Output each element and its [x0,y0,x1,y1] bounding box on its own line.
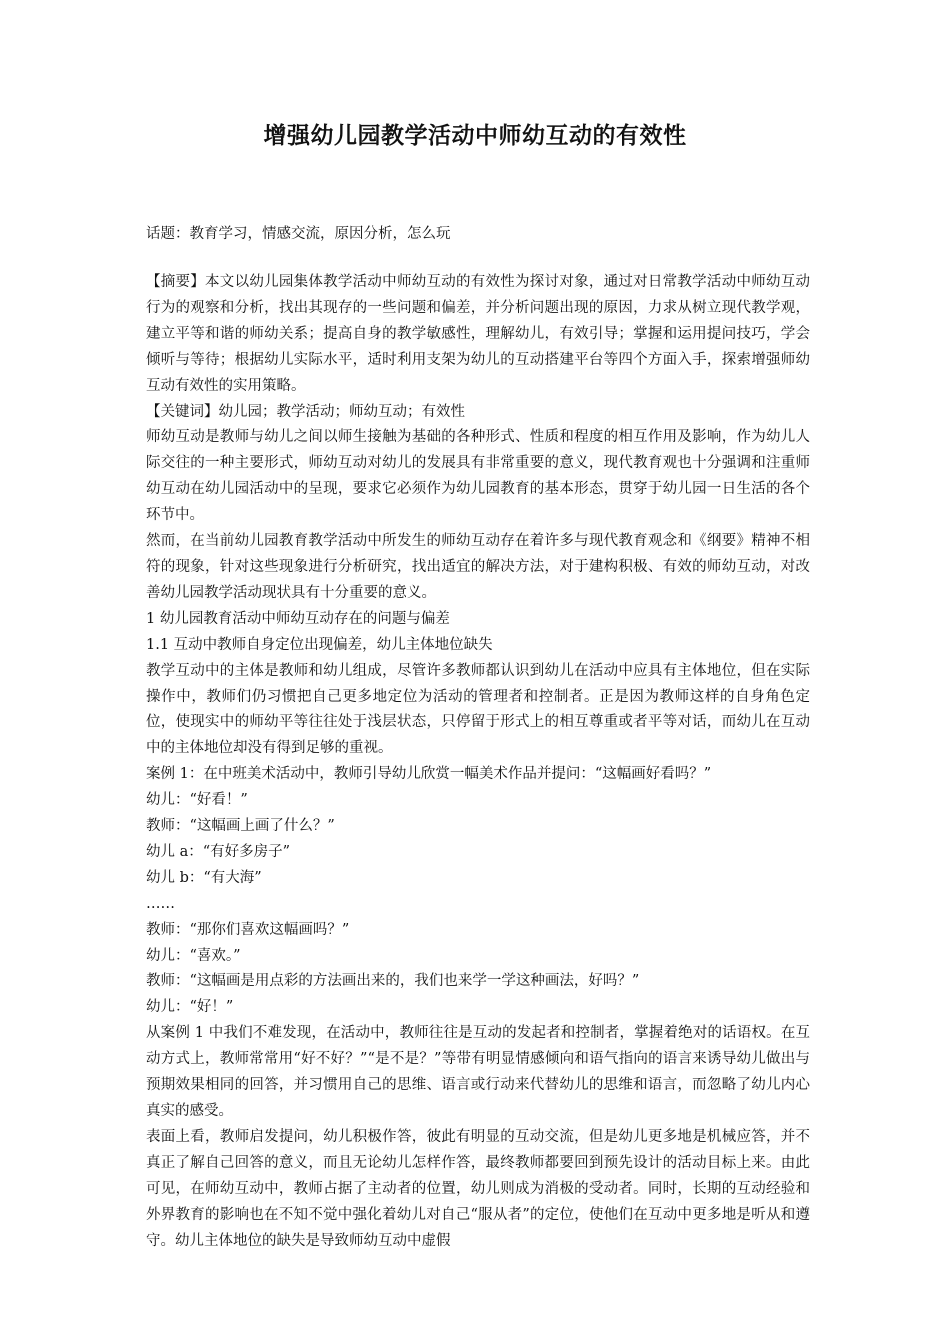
dialogue-line: 教师：“那你们喜欢这幅画吗？” [146,921,350,938]
subsection-heading: 1.1 互动中教师自身定位出现偏差，幼儿主体地位缺失 [146,636,493,653]
document-body [146,270,810,1254]
body-paragraph: 然而，在当前幼儿园教育教学活动中所发生的师幼互动存在着许多与现代教育观念和《纲要》精神不相符的现象，针对这些现象进行分析研究，找出适宜的解决方法，对于建构积极、有效的师幼互动，对改善幼儿园教学活动现状具有十分重要的意义。 [146,533,810,601]
dialogue-line: 幼儿 b：“有大海” [146,869,262,886]
keywords-paragraph: 【关键词】幼儿园；教学活动；师幼互动；有效性 [146,403,465,420]
document-title: 增强幼儿园教学活动中师幼互动的有效性 [263,122,687,149]
topic-line: 话题：教育学习，情感交流，原因分析，怎么玩 [146,226,451,242]
body-paragraph: 表面上看，教师启发提问，幼儿积极作答，彼此有明显的互动交流，但是幼儿更多地是机械应答，并不真正了解自己回答的意义，而且无论幼儿怎样作答，最终教师都要回到预先设计的活动目标上来。由此可见，在师幼互动中，教师占据了主动者的位置，幼儿则成为消极的受动者。同时，长期的互动经验和外界教育的影响也在不知不觉中强化着幼儿对自己“服从者”的定位，使他们在互动中更多地是听从和遵守。幼儿主体地位的缺失是导致师幼互动中虚假 [146,1128,810,1249]
dialogue-line: 幼儿 a：“有好多房子” [146,843,291,860]
dialogue-line: 教师：“这幅画是用点彩的方法画出来的，我们也来学一学这种画法，好吗？” [146,973,640,990]
dialogue-line: 幼儿：“喜欢。” [146,947,241,964]
dialogue-line: 幼儿：“好！” [146,999,234,1016]
section-heading: 1 幼儿园教育活动中师幼互动存在的问题与偏差 [146,610,450,627]
body-paragraph: 教学互动中的主体是教师和幼儿组成，尽管许多教师都认识到幼儿在活动中应具有主体地位，但在实际操作中，教师们仍习惯把自己更多地定位为活动的管理者和控制者。正是因为教师这样的自身角色定位，使现实中的师幼平等往往处于浅层状态，只停留于形式上的相互尊重或者平等对话，而幼儿在互动中的主体地位却没有得到足够的重视。 [146,662,810,757]
body-paragraph: 师幼互动是教师与幼儿之间以师生接触为基础的各种形式、性质和程度的相互作用及影响，作为幼儿人际交往的一种主要形式，师幼互动对幼儿的发展具有非常重要的意义，现代教育观也十分强调和注重师幼互动在幼儿园活动中的呈现，要求它必须作为幼儿园教育的基本形态，贯穿于幼儿园一日生活的各个环节中。 [146,429,810,524]
abstract-paragraph: 【摘要】本文以幼儿园集体教学活动中师幼互动的有效性为探讨对象，通过对日常教学活动中师幼互动行为的观察和分析，找出其现存的一些问题和偏差，并分析问题出现的原因，力求从树立现代教学观，建立平等和谐的师幼关系；提高自身的教学敏感性，理解幼儿，有效引导；掌握和运用提问技巧，学会倾听与等待；根据幼儿实际水平，适时利用支架为幼儿的互动搭建平台等四个方面入手，探索增强师幼互动有效性的实用策略。 [146,274,810,394]
body-paragraph: 从案例 1 中我们不难发现，在活动中，教师往往是互动的发起者和控制者，掌握着绝对的话语权。在互动方式上，教师常常用“好不好？”“是不是？”等带有明显情感倾向和语气指向的语言来诱导幼儿做出与预期效果相同的回答，并习惯用自己的思维、语言或行动来代替幼儿的思维和语言，而忽略了幼儿内心真实的感受。 [146,1025,810,1119]
dialogue-line: 幼儿：“好看！” [146,792,248,809]
case-paragraph: 案例 1：在中班美术活动中，教师引导幼儿欣赏一幅美术作品并提问：“这幅画好看吗？” [146,766,712,783]
dialogue-line: 教师：“这幅画上画了什么？” [146,818,335,835]
ellipsis-line: …… [146,895,175,912]
